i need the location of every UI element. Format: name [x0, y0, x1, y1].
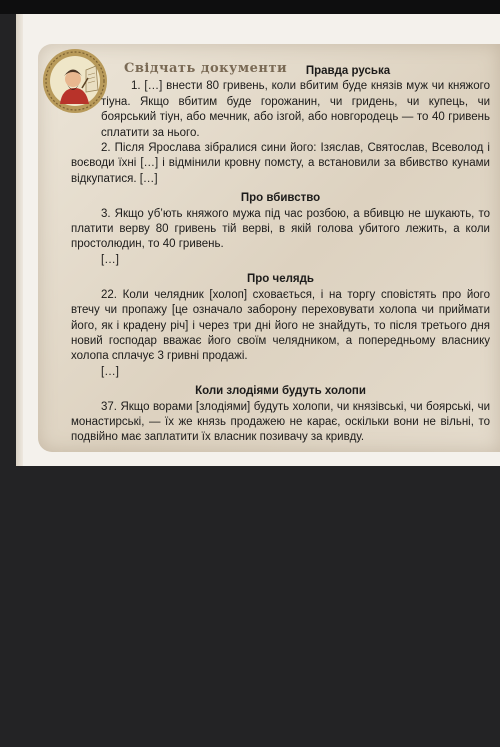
heading-servants: Про челядь [247, 273, 314, 286]
heading-murder: Про вбивство [240, 192, 321, 205]
ellipsis-1: […] [101, 253, 119, 266]
paragraph-2: 2. Після Ярослава зібралися сини його: Ізяслав, Святослав, Всеволод і воєводи їхні […] і відмінили кровну помсту, а встановили за вбивство кунами відкупатися. […] [71, 142, 490, 185]
paragraph-37: 37. Якщо ворами [злодіями] будуть холопи, чи князівські, чи боярські, чи монастирські, — їх же князь продажею не карає, оскільки вони не вільні, то подвійно має заплатити їх власник позивачу за кривду. [71, 400, 490, 444]
page-spine [16, 14, 23, 466]
document-text [71, 64, 490, 446]
paragraph-1: 1. […] внести 80 гривень, коли вбитим буде князів муж чи княжого тіуна. Якщо вбитим буде горожанин, чи гридень, чи купець, чи боярський тіун, або мечник, або ізгой, або новгородець — то 40 гривень сплатити за нього. [101, 80, 490, 139]
textbook-page [16, 14, 500, 466]
section-title: Свідчать документи [124, 61, 288, 76]
paragraph-3: 3. Якщо уб’ють княжого мужа під час розбою, а вбивцю не шукають, то платити верву 80 гривень тій верві, в якій голова убитого лежить, а коли простолюдин, то 40 гривень. [71, 207, 490, 251]
document-title: Правда руська [305, 65, 391, 77]
ellipsis-2: […] [101, 365, 119, 378]
paragraph-22: 22. Коли челядник [холоп] сховається, і на торгу сповістять про його втечу чи пропажу [це означало заборону переховувати холопа чи приймати його, як і крадену річ] і через три дні його не знайдуть, то після третього дня новий господар вважає його своїм челядником, а попередньому власнику холопа сплачує 3 гривні продажі. [71, 288, 490, 363]
heading-thieves: Коли злодіями будуть холопи [195, 385, 366, 398]
top-bar [0, 0, 500, 14]
